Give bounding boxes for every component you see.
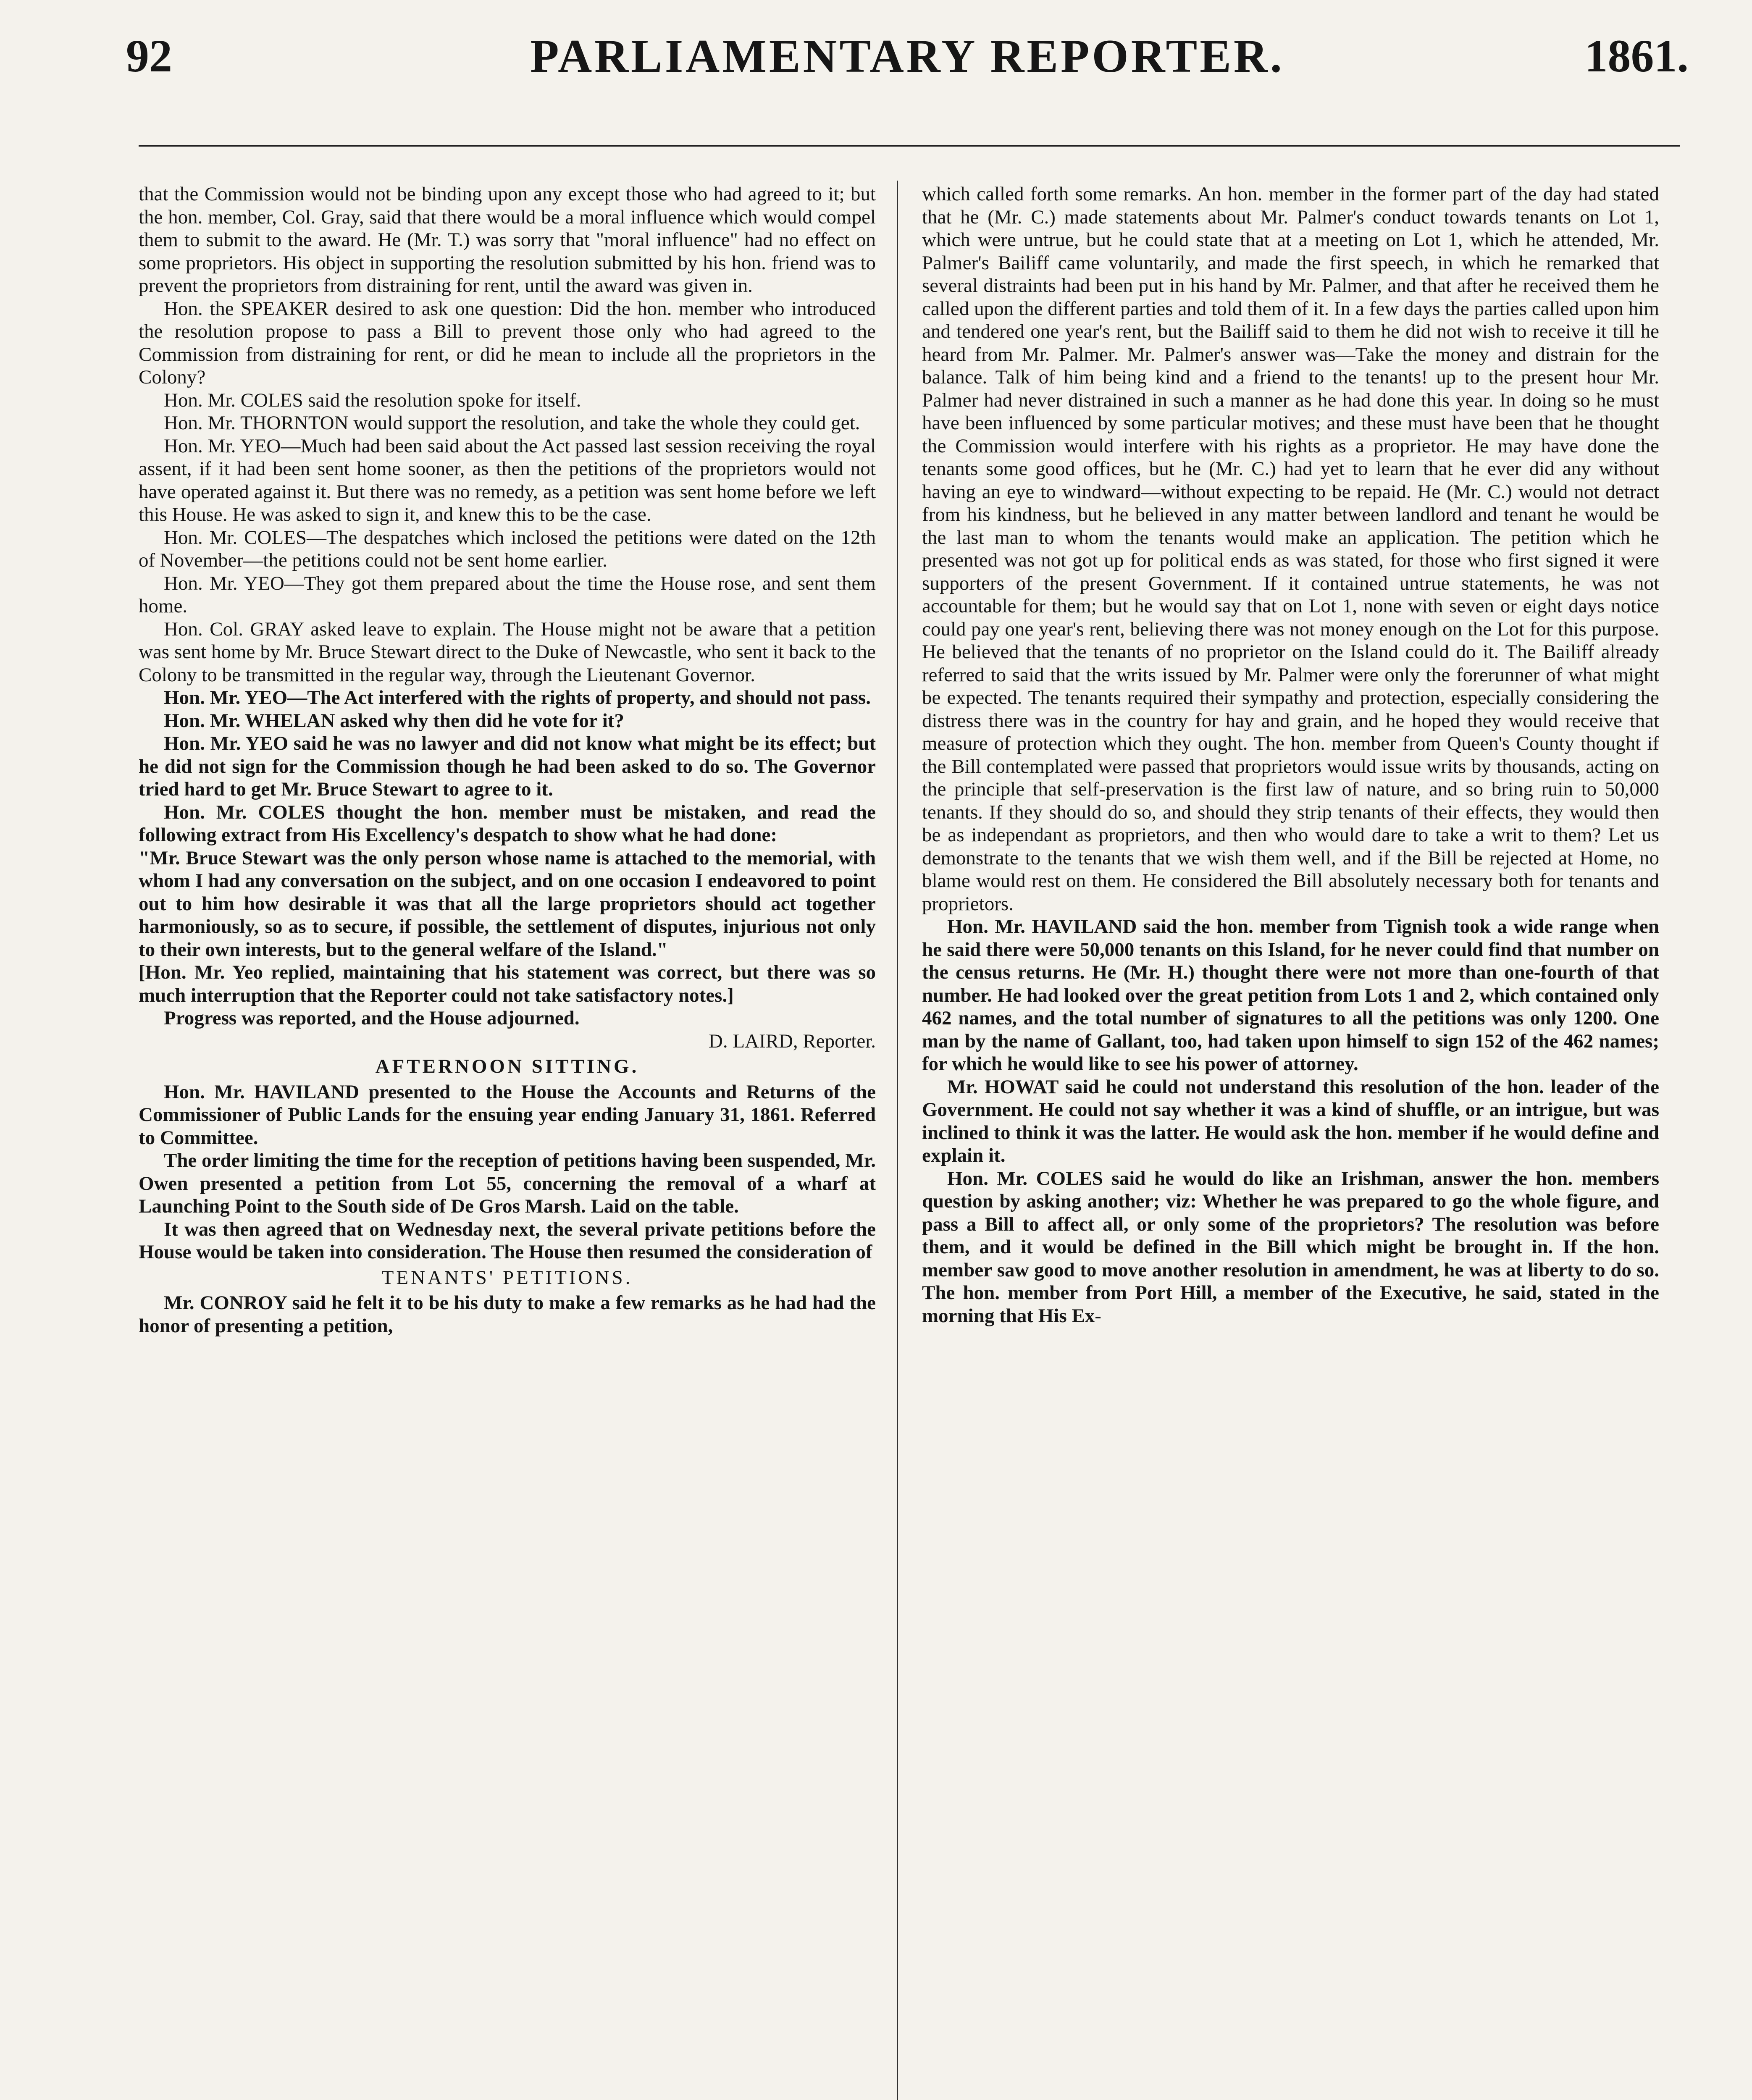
paragraph: Hon. Mr. HAVILAND said the hon. member from Tignish took a wide range when he said there were 50,000 tenants on this Island, for he never could find that number on the census returns. He (Mr. H.) thought there were not more than one-fourth of that number. He had looked over the great petition from Lots 1 and 2, which contained only 462 names, and the total number of signatures to all the petitions was only 1200. One man by the name of Gallant, too, had taken upon himself to sign 152 of the 462 names; for which he would like to see his power of attorney. [922, 916, 1659, 1075]
paragraph: Hon. Mr. YEO—The Act interfered with the rights of property, and should not pass. [164, 687, 871, 709]
left-column [139, 183, 876, 1337]
paragraph: Hon. Mr. YEO—They got them prepared about the time the House rose, and sent them home. [139, 572, 876, 617]
paragraph: The order limiting the time for the reception of petitions having been suspended, Mr. Owen presented a petition from Lot 55, concerning the removal of a wharf at Launching Point to the South side of De Gros Marsh. Laid on the table. [139, 1150, 876, 1217]
paragraph: AFTERNOON SITTING. [375, 1055, 639, 1077]
paragraph: Mr. CONROY said he felt it to be his duty to make a few remarks as he had had the honor of presenting a petition, [139, 1292, 876, 1337]
paragraph: Hon. Col. GRAY asked leave to explain. The House might not be aware that a petition was sent home by Mr. Bruce Stewart direct to the Duke of Newcastle, who sent it back to the Colony to be transmitted in the regular way, through the Lieutenant Governor. [139, 618, 876, 686]
paragraph: It was then agreed that on Wednesday next, the several private petitions before the House would be taken into consideration. The House then resumed the consideration of [139, 1218, 876, 1263]
paragraph: which called forth some remarks. An hon. member in the former part of the day had stated that he (Mr. C.) made statements about Mr. Palmer's conduct towards tenants on Lot 1, which were untrue, but he could state that at a meeting on Lot 1, which he attended, Mr. Palmer's Bailiff came voluntarily, and made the first speech, in which he remarked that several distraints had been put in his hand by Mr. Palmer, and that after he received them he called upon the different parties and told them of it. In a few days the parties called upon him and tendered one year's rent, but the Bailiff said to them he did not wish to receive it till he heard from Mr. Palmer. Mr. Palmer's answer was—Take the money and distrain for the balance. Talk of him being kind and a friend to the tenants! up to the present hour Mr. Palmer had never distrained in such a manner as he had done this year. In doing so he must have been influenced by some particular motives; and these must have been that he thought the Commission would interfere with his rights as a proprietor. He may have done the tenants some good offices, but he (Mr. C.) had yet to learn that he ever did any without having an eye to windward—without expecting to be repaid. He (Mr. C.) would not detract from his kindness, but he believed in any matter between landlord and tenant he would be the last man to whom the tenants would make an application. The petition which he presented was not got up for political ends as was stated, for those who first signed it were supporters of the present Government. If it contained untrue statements, he was not accountable for them; but he would say that on Lot 1, none with seven or eight days notice could pay one year's rent, believing there was not money enough on the Lot for this purpose. He believed that the tenants of no proprietor on the Island could do it. The Bailiff already referred to said that the writs issued by Mr. Palmer were only the forerunner of what might be expected. The tenants required their sympathy and protection, especially considering the distress there was in the country for hay and grain, and he hoped they would receive that measure of protection which they ought. The hon. member from Queen's County thought if the Bill contemplated were passed that proprietors would issue writs by thousands, acting on the principle that self-preservation is the first law of nature, and so bring ruin to 50,000 tenants. If they should do so, and should they strip tenants of their effects, they would then be as independant as proprietors, and then who would dare to take a writ to them? Let us demonstrate to the tenants that we wish them well, and if the Bill be rejected at Home, no blame would rest on them. He considered the Bill absolutely necessary both for tenants and proprietors. [922, 183, 1659, 915]
header-rule [139, 145, 1680, 147]
paragraph: that the Commission would not be binding upon any except those who had agreed to it; but the hon. member, Col. Gray, said that there would be a moral influence which would compel them to submit to the award. He (Mr. T.) was sorry that "moral influence" had no effect on some proprietors. His object in supporting the resolution submitted by his hon. friend was to prevent the proprietors from distraining for rent, until the award was given in. [139, 183, 876, 297]
paragraph: TENANTS' PETITIONS. [381, 1266, 633, 1289]
paragraph: Hon. Mr. COLES said he would do like an Irishman, answer the hon. members question by asking another; viz: Whether he was prepared to go the whole figure, and pass a Bill to affect all, or only some of the proprietors? The resolution was before them, and it would be defined in the Bill which might be brought in. If the hon. member saw good to move another resolution in amendment, he was at liberty to do so. The hon. member from Port Hill, a member of the Executive, he said, stated in the morning that His Ex- [922, 1167, 1659, 1327]
page-header [126, 29, 1689, 92]
paragraph: Hon. Mr. WHELAN asked why then did he vote for it? [164, 709, 624, 732]
paragraph: Mr. HOWAT said he could not understand this resolution of the hon. leader of the Government. He could not say whether it was a kind of shuffle, or an intrigue, but was inclined to think it was the latter. He would ask the hon. member if he would define and explain it. [922, 1076, 1659, 1166]
paragraph: Hon. Mr. COLES thought the hon. member must be mistaken, and read the following extract from His Excellency's despatch to show what he had done: [139, 801, 876, 846]
paragraph: "Mr. Bruce Stewart was the only person whose name is attached to the memorial, with whom I had any conversation on the subject, and on one occasion I endeavored to point out to him how desirable it was that all the large proprietors should act together harmoniously, so as to secure, if possible, the settlement of disputes, injurious not only to their own interests, but to the general welfare of the Island." [139, 847, 876, 961]
paragraph: Hon. Mr. HAVILAND presented to the House the Accounts and Returns of the Commissioner of Public Lands for the ensuing year ending January 31, 1861. Referred to Committee. [139, 1081, 876, 1149]
paragraph: Hon. Mr. YEO—Much had been said about the Act passed last session receiving the royal assent, if it had been sent home sooner, as then the petitions of the proprietors would not have operated against it. But there was no remedy, as a petition was sent home before we left this House. He was asked to sign it, and knew this to be the case. [139, 435, 876, 525]
page-number: 92 [126, 30, 172, 81]
page-title: PARLIAMENTARY REPORTER. [530, 30, 1284, 82]
paragraph: Hon. Mr. COLES said the resolution spoke for itself. [164, 389, 581, 411]
paragraph: Hon. Mr. THORNTON would support the resolution, and take the whole they could get. [164, 412, 860, 434]
paragraph: Hon. Mr. COLES—The despatches which inclosed the petitions were dated on the 12th of November—the petitions could not be sent home earlier. [139, 526, 876, 571]
paragraph: Progress was reported, and the House adjourned. [164, 1007, 580, 1029]
paragraph: Hon. Mr. YEO said he was no lawyer and did not know what might be its effect; but he did not sign for the Commission though he had been asked to do so. The Governor tried hard to get Mr. Bruce Stewart to agree to it. [139, 732, 876, 800]
right-column [922, 183, 1659, 1327]
page-year: 1861. [1584, 30, 1689, 81]
paragraph: Hon. the SPEAKER desired to ask one question: Did the hon. member who introduced the resolution propose to pass a Bill to prevent those only who had agreed to the Commission from distraining for rent, or did he mean to include all the proprietors in the Colony? [139, 297, 876, 388]
column-divider [897, 181, 898, 2100]
paragraph: [Hon. Mr. Yeo replied, maintaining that his statement was correct, but there was so much interruption that the Reporter could not take satisfactory notes.] [139, 961, 876, 1006]
paragraph: D. LAIRD, Reporter. [708, 1030, 876, 1052]
